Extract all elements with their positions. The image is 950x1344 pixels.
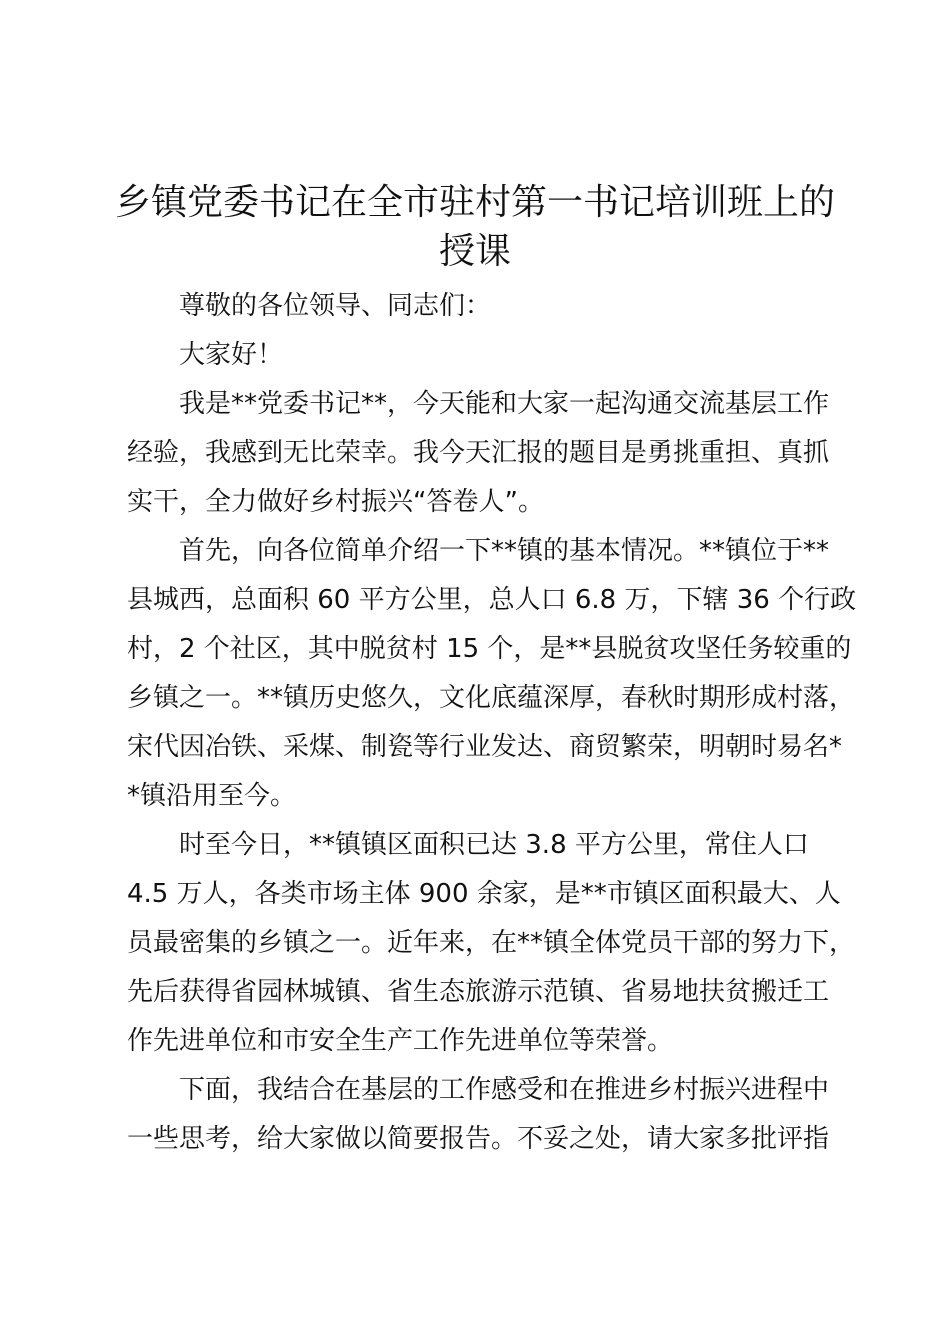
paragraph-line: 经验，我感到无比荣幸。我今天汇报的题目是勇挑重担、真抓 [127, 438, 830, 468]
current-status-paragraph [127, 821, 857, 1066]
title-line-1: 乡镇党委书记在全市驻村第一书记培训班上的 [114, 182, 835, 223]
title-line-2: 授课 [438, 231, 511, 272]
report-intro-paragraph [127, 1066, 857, 1164]
intro-paragraph [127, 380, 857, 527]
document-title [110, 178, 840, 276]
paragraph-line: 大家好！ [179, 340, 284, 370]
paragraph-line: 时至今日，**镇镇区面积已达 3.8 平方公里，常住人口 [179, 830, 809, 860]
paragraph-line: 村，2 个社区，其中脱贫村 15 个，是**县脱贫攻坚任务较重的 [127, 634, 852, 664]
paragraph-line: 乡镇之一。**镇历史悠久，文化底蕴深厚，春秋时期形成村落， [127, 683, 856, 713]
paragraph-line: 一些思考，给大家做以简要报告。不妥之处，请大家多批评指 [127, 1124, 830, 1154]
paragraph-line: 首先，向各位简单介绍一下**镇的基本情况。**镇位于** [179, 536, 830, 566]
document-body [127, 282, 857, 1164]
paragraph-line: 先后获得省园林城镇、省生态旅游示范镇、省易地扶贫搬迁工 [127, 977, 830, 1007]
paragraph-line: 作先进单位和市安全生产工作先进单位等荣誉。 [127, 1026, 674, 1056]
greeting-paragraph [127, 331, 857, 380]
paragraph-line: 4.5 万人，各类市场主体 900 余家，是**市镇区面积最大、人 [127, 879, 841, 909]
salutation-paragraph [127, 282, 857, 331]
paragraph-line: 实干，全力做好乡村振兴“答卷人”。 [127, 487, 544, 517]
paragraph-line: 员最密集的乡镇之一。近年来，在**镇全体党员干部的努力下， [127, 928, 856, 958]
town-overview-paragraph [127, 527, 857, 821]
paragraph-line: 宋代因冶铁、采煤、制瓷等行业发达、商贸繁荣，明朝时易名* [127, 732, 843, 762]
paragraph-line: 下面，我结合在基层的工作感受和在推进乡村振兴进程中 [179, 1075, 830, 1105]
paragraph-line: *镇沿用至今。 [127, 781, 297, 811]
paragraph-line: 尊敬的各位领导、同志们： [179, 291, 492, 321]
paragraph-line: 县城西，总面积 60 平方公里，总人口 6.8 万，下辖 36 个行政 [127, 585, 857, 615]
paragraph-line: 我是**党委书记**，今天能和大家一起沟通交流基层工作 [179, 389, 830, 419]
